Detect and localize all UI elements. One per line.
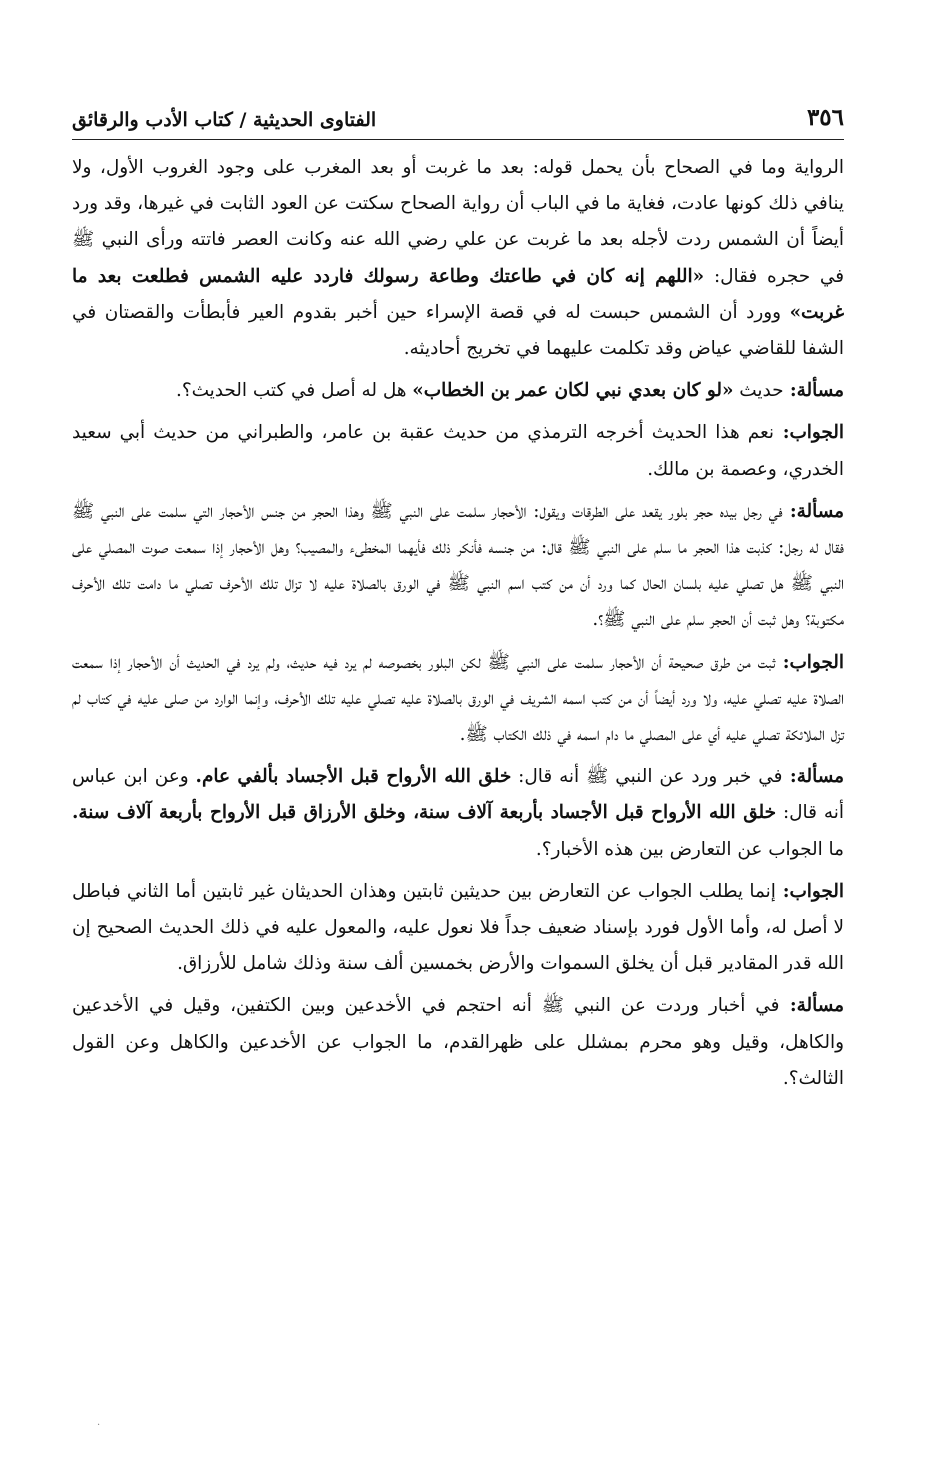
- paragraph-text: ما الجواب عن التعارض بين هذه الأخبار؟.: [535, 838, 844, 860]
- paragraph-continuation: [72, 150, 844, 367]
- answer-paragraph: [72, 415, 844, 487]
- question-paragraph: [72, 759, 844, 868]
- paragraph-text: نعم هذا الحديث أخرجه الترمذي من حديث عقبة بن عامر، والطبراني من حديث أبي سعيد الخدري، وعصمة بن مالك.: [72, 422, 844, 480]
- question-label: مسألة:: [783, 380, 844, 402]
- running-header: [72, 96, 844, 140]
- paragraph-text: هل له أصل في كتب الحديث؟.: [175, 380, 413, 402]
- book-page: [72, 96, 844, 1097]
- book-title: الفتاوى الحديثية / كتاب الأدب والرقائق: [72, 109, 377, 131]
- paragraph-text: ثبت من طرق صحيحة أن الأحجار سلمت على النبي ﷺ لكن البلور بخصوصه لم يرد فيه حديث، ولم يرد في الحديث أن الأحجار إذا سمعت الصلاة عليه تصلي عليه، ولا ورد أيضاً أن من كتب اسمه الشريف في الورق بالصلاة عليه تصلي عليه تلك الأحرف، وإنما الوارد من صلى عليه في كتاب لم تزل الملائكة تصلي عليه أي على المصلي ما دام اسمه في ذلك الكتاب ﷺ.: [72, 651, 844, 746]
- paragraph-text: في رجل بيده حجر بلور يقعد على الطرقات ويقول: الأحجار سلمت على النبي ﷺ وهذا الحجر من جنس الأحجار التي سلمت على النبي ﷺ فقال له رجل: كذبت هذا الحجر ما سلم على النبي ﷺ قال: من جنسه فأنكر ذلك فأيهما المخطىء والمصيب؟ وهل الأحجار إذا سمعت صوت المصلي على النبي ﷺ هل تصلي عليه بلسان الحال كما ورد أن من كتب اسم النبي ﷺ في الورق بالصلاة عليه لا تزال تلك الأحرف تصلي ما دامت تلك الأحرف مكتوبة؟ وهل ثبت أن الحجر سلم على النبي ﷺ؟.: [72, 500, 844, 631]
- answer-label: الجواب:: [775, 651, 844, 673]
- question-label: مسألة:: [782, 500, 844, 522]
- paragraph-text: في خبر ورد عن النبي ﷺ أنه قال:: [511, 766, 783, 788]
- answer-label: الجواب:: [774, 422, 844, 444]
- question-paragraph: [72, 373, 844, 409]
- paragraph-text: وعن ابن عباس أنه قال:: [72, 766, 844, 824]
- scan-speck: ·: [97, 1420, 101, 1431]
- question-paragraph: [72, 494, 844, 639]
- question-paragraph: [72, 988, 844, 1097]
- question-label: مسألة:: [782, 766, 845, 788]
- paragraph-text: في أخبار وردت عن النبي ﷺ أنه احتجم في الأخدعين وبين الكتفين، وقيل في الأخدعين والكاهل، وقيل وهو محرم بمشلل على ظهرالقدم، ما الجواب عن الأخدعين والكاهل وعن القول الثالث؟.: [72, 995, 844, 1089]
- hadith-quote: «اللهم إنه كان في طاعتك وطاعة رسولك فاردد عليه الشمس فطلعت بعد ما غربت»: [72, 265, 844, 323]
- hadith-quote: خلق الله الأرواح قبل الأجساد بألفي عام.: [195, 766, 512, 788]
- answer-label: الجواب:: [775, 880, 844, 902]
- paragraph-text: حديث: [733, 380, 784, 402]
- answer-paragraph: [72, 874, 844, 983]
- hadith-quote: خلق الله الأرواح قبل الأجساد بأربعة آلاف سنة، وخلق الأرزاق قبل الأرواح بأربعة آلاف سنة.: [72, 802, 776, 824]
- answer-paragraph: [72, 645, 844, 754]
- paragraph-text: إنما يطلب الجواب عن التعارض بين حديثين ثابتين وهذان الحديثان غير ثابتين أما الثاني فباطل لا أصل له، وأما الأول فورد بإسناد ضعيف جداً فلا نعول عليه، والمعول عليه في ذلك الحديث الصحيح إن الله قدر المقادير قبل أن يخلق السموات والأرض بخمسين ألف سنة وذلك شامل للأرزاق.: [72, 880, 844, 975]
- hadith-quote: «لو كان بعدي نبي لكان عمر بن الخطاب»: [412, 380, 734, 402]
- question-label: مسألة:: [779, 995, 844, 1017]
- paragraph-text: الرواية وما في الصحاح بأن يحمل قوله: بعد ما غربت أو بعد المغرب على وجود الغروب الأول، ولا ينافي ذلك كونها عادت، فغاية ما في الباب أن رواية الصحاح سكتت عن العود الثابت في غيرها، وقد ورد أيضاً أن الشمس ردت لأجله بعد ما غربت عن علي رضي الله عنه وكانت العصر فاتته ورأى النبي ﷺ في حجره فقال:: [72, 157, 845, 287]
- paragraph-text: وورد أن الشمس حبست له في قصة الإسراء حين أخبر بقدوم العير فأبطأت والقصتان في الشفا للقاضي عياض وقد تكلمت عليهما في تخريج أحاديثه.: [72, 301, 844, 360]
- page-body: [72, 140, 844, 1097]
- page-number: ٣٥٦: [806, 104, 844, 131]
